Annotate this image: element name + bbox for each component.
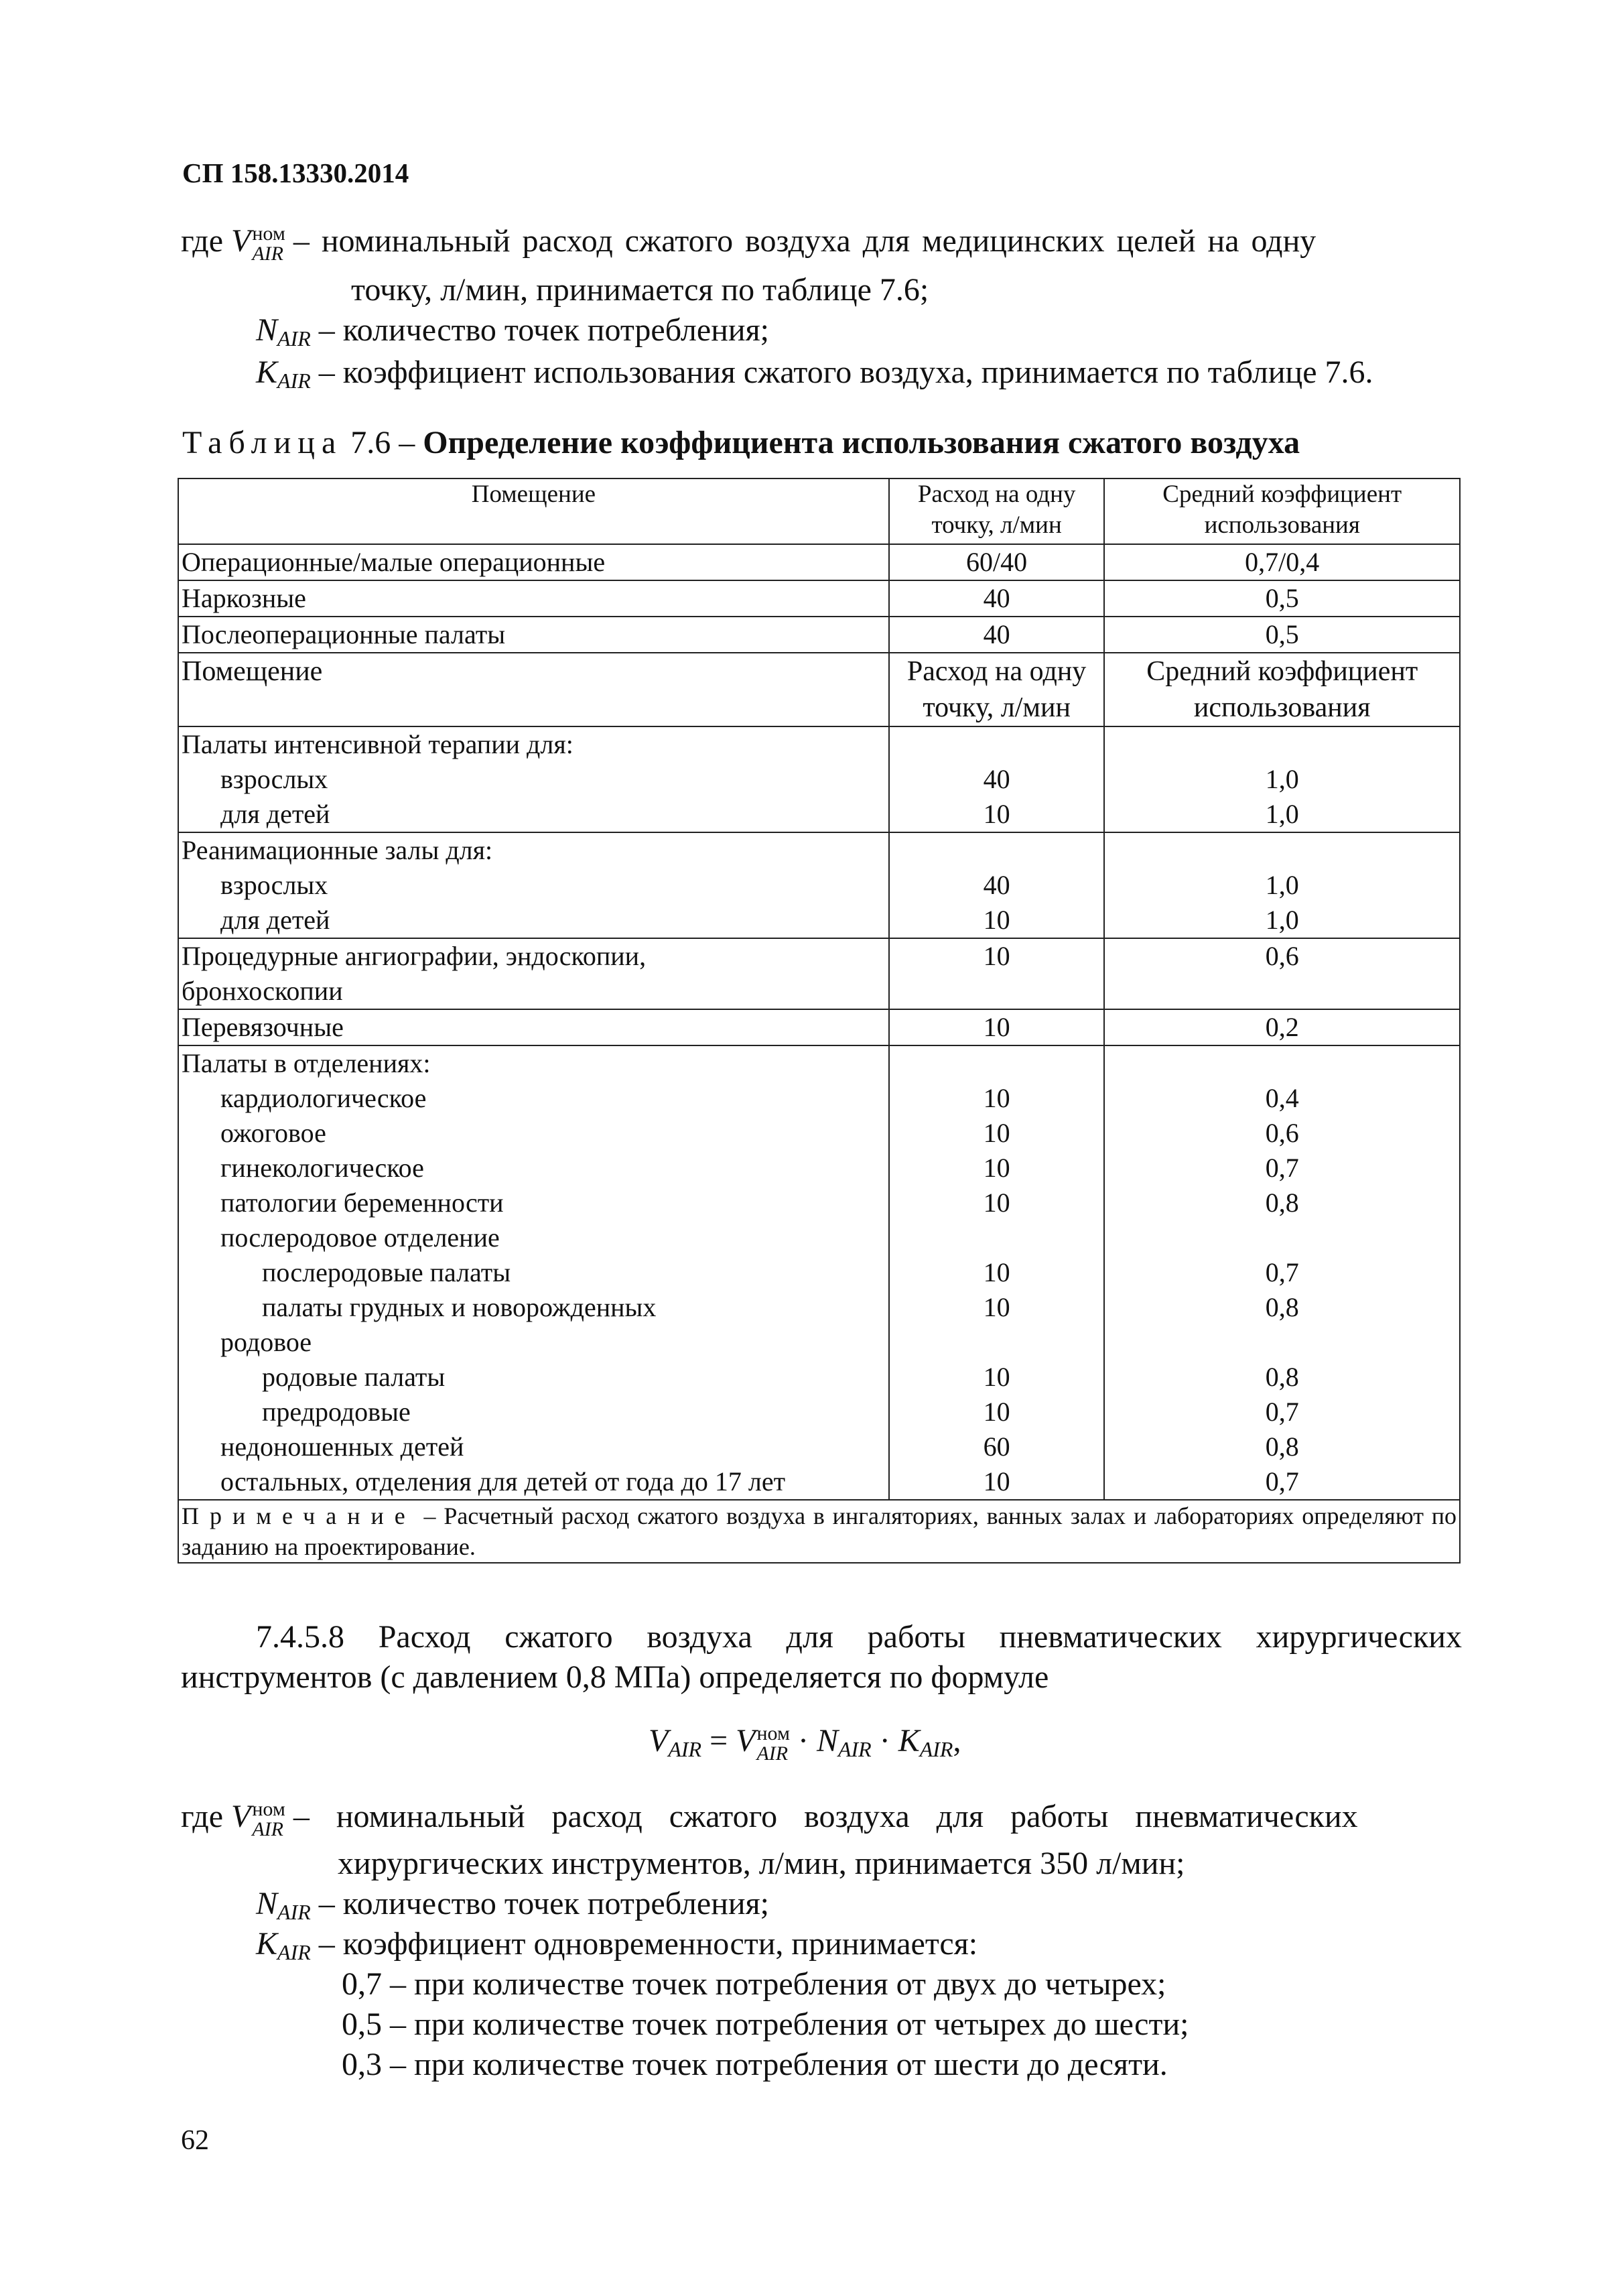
where1-k-line — [256, 354, 1373, 393]
cell-room — [178, 726, 889, 832]
where-word: где — [181, 1799, 224, 1834]
ward-name: родовое — [220, 1327, 312, 1357]
table-row — [178, 580, 1460, 617]
ward-coef: 0,7 — [1265, 1257, 1299, 1287]
ward-name: палаты грудных и новорожденных — [262, 1292, 657, 1322]
formula-dot: · — [797, 1723, 809, 1759]
paragraph-line2: инструментов (с давлением 0,8 МПа) определяется по формуле — [181, 1659, 1049, 1695]
resus-child-flow: 10 — [983, 905, 1010, 935]
ward-flow: 10 — [983, 1118, 1010, 1148]
icu-adult: взрослых — [220, 764, 328, 794]
k-sub: AIR — [277, 369, 311, 393]
ward-coef: 0,7 — [1265, 1397, 1299, 1427]
where1-line1 — [181, 222, 1462, 264]
ward-flow — [892, 1325, 1101, 1360]
formula-k-sub: AIR — [919, 1737, 953, 1761]
cell-flow — [889, 1045, 1105, 1500]
ward-name: предродовые — [262, 1397, 411, 1427]
where2-n-line — [256, 1885, 769, 1925]
v-indices — [252, 1799, 285, 1840]
document-code: СП 158.13330.2014 — [182, 157, 409, 188]
where2-line2: хирургических инструментов, л/мин, принимается 350 л/мин; — [338, 1846, 1185, 1881]
ward-flow: 10 — [983, 1153, 1010, 1183]
ward-flow: 10 — [983, 1083, 1010, 1113]
ward-flow: 10 — [983, 1466, 1010, 1496]
table-caption — [182, 424, 1300, 461]
header-flow-repeat: Расход на одну точку, л/мин — [889, 653, 1105, 726]
where2-line1 — [181, 1798, 1462, 1840]
v-symbol: V — [231, 1799, 251, 1834]
table-row-icu — [178, 726, 1460, 832]
v-definition: – номинальный расход сжатого воздуха для медицинских целей на одну — [293, 223, 1316, 259]
cell-room: Перевязочные — [178, 1009, 889, 1045]
ward-name: послеродовые палаты — [262, 1257, 511, 1287]
n-sub: AIR — [277, 1900, 311, 1924]
ward-coef — [1107, 1220, 1457, 1255]
ward-coef — [1107, 1325, 1457, 1360]
v-sup: ном — [252, 222, 285, 245]
n-symbol: N — [256, 312, 278, 348]
formula — [649, 1722, 961, 1764]
wards-title: Палаты в отделениях: — [182, 1048, 431, 1078]
cell-flow: 10 — [889, 938, 1105, 1009]
ward-flow — [892, 1220, 1101, 1255]
v-symbol: V — [231, 223, 251, 259]
ward-name: кардиологическое — [220, 1083, 427, 1113]
cell-flow: 40 — [889, 580, 1105, 617]
ward-name: послеродовое отделение — [220, 1222, 500, 1253]
cell-flow: 60/40 — [889, 544, 1105, 580]
icu-child-coef: 1,0 — [1265, 799, 1299, 829]
formula-dot: · — [879, 1723, 890, 1759]
note-text: – Расчетный расход сжатого воздуха в ингаляториях, ванных залах и лабораториях определяют по заданию на проектирование. — [182, 1503, 1457, 1560]
cell-room: Операционные/малые операционные — [178, 544, 889, 580]
k-symbol: K — [256, 355, 278, 390]
cell-room: Наркозные — [178, 580, 889, 617]
k-symbol: K — [256, 1926, 278, 1962]
note-label: Примечание — [182, 1503, 416, 1529]
table-row-resus — [178, 832, 1460, 938]
paragraph-line1 — [256, 1618, 1462, 1655]
formula-v2-sub: AIR — [756, 1742, 789, 1765]
where1-n-line — [256, 312, 769, 351]
formula-k: K — [898, 1723, 920, 1759]
cell-coef: 0,5 — [1104, 617, 1460, 653]
cell-coef: 0,7/0,4 — [1104, 544, 1460, 580]
cell-room — [178, 832, 889, 938]
cell-coef: 0,2 — [1104, 1009, 1460, 1045]
n-sub: AIR — [277, 326, 311, 350]
table-row-wards — [178, 1045, 1460, 1500]
formula-v2-indices — [756, 1724, 789, 1764]
formula-v-sub: AIR — [668, 1737, 702, 1761]
n-definition: – количество точек потребления; — [318, 1886, 769, 1921]
ward-name: гинекологическое — [220, 1153, 424, 1183]
caption-title: Определение коэффициента использования сжатого воздуха — [423, 425, 1300, 460]
header-room-repeat: Помещение — [178, 653, 889, 726]
cell-flow: 10 — [889, 1009, 1105, 1045]
k-definition: – коэффициент одновременности, принимается: — [318, 1926, 978, 1962]
caption-number: 7.6 – — [350, 425, 415, 460]
formula-equals: = — [709, 1723, 728, 1759]
resus-child: для детей — [220, 905, 330, 935]
ward-coef: 0,7 — [1265, 1153, 1299, 1183]
cell-coef — [1104, 726, 1460, 832]
proc-line2: бронхоскопии — [182, 976, 343, 1006]
option-3: 0,3 – при количестве точек потребления от шести до десяти. — [342, 2047, 1168, 2082]
k-definition: – коэффициент использования сжатого воздуха, принимается по таблице 7.6. — [318, 355, 1373, 390]
ward-flow: 10 — [983, 1362, 1010, 1392]
caption-prefix: Таблица — [182, 425, 343, 460]
table-header-row — [178, 479, 1460, 544]
resus-adult-flow: 40 — [983, 870, 1010, 900]
header-room: Помещение — [178, 479, 889, 544]
v-sup: ном — [252, 1797, 285, 1820]
cell-room: Послеоперационные палаты — [178, 617, 889, 653]
cell-coef — [1104, 1045, 1460, 1500]
v-sub: AIR — [252, 1817, 283, 1840]
formula-v2-sup: ном — [756, 1722, 790, 1744]
table-note-row — [178, 1500, 1460, 1563]
ward-coef: 0,7 — [1265, 1466, 1299, 1496]
ward-name: остальных, отделения для детей от года до 17 лет — [220, 1466, 786, 1496]
ward-name: родовые палаты — [262, 1362, 446, 1392]
cell-coef: 0,5 — [1104, 580, 1460, 617]
formula-comma: , — [953, 1723, 961, 1759]
ward-flow: 10 — [983, 1397, 1010, 1427]
table-row — [178, 544, 1460, 580]
icu-child: для детей — [220, 799, 330, 829]
formula-n: N — [816, 1723, 838, 1759]
ward-name: патологии беременности — [220, 1188, 504, 1218]
page-number: 62 — [181, 2125, 209, 2156]
option-2: 0,5 – при количестве точек потребления от четырех до шести; — [342, 2006, 1189, 2042]
ward-coef: 0,4 — [1265, 1083, 1299, 1113]
table-header-row-repeat — [178, 653, 1460, 726]
ward-coef: 0,6 — [1265, 1118, 1299, 1148]
cell-flow: 40 — [889, 617, 1105, 653]
where2-k-line — [256, 1925, 977, 1965]
where-word: где — [181, 223, 224, 259]
n-definition: – количество точек потребления; — [318, 312, 769, 348]
ward-name: ожоговое — [220, 1118, 326, 1148]
table-row-dressing — [178, 1009, 1460, 1045]
cell-coef — [1104, 832, 1460, 938]
ward-coef: 0,8 — [1265, 1188, 1299, 1218]
formula-v: V — [649, 1723, 669, 1759]
cell-room — [178, 1045, 889, 1500]
formula-n-sub: AIR — [837, 1737, 872, 1761]
resus-adult: взрослых — [220, 870, 328, 900]
header-flow: Расход на одну точку, л/мин — [889, 479, 1105, 544]
ward-flow: 10 — [983, 1292, 1010, 1322]
icu-adult-coef: 1,0 — [1265, 764, 1299, 794]
header-coef: Средний коэффициент использования — [1104, 479, 1460, 544]
paragraph-number: 7.4.5.8 — [256, 1619, 344, 1655]
ward-name: недоношенных детей — [220, 1431, 464, 1462]
formula-v2: V — [736, 1723, 756, 1759]
ward-coef: 0,8 — [1265, 1362, 1299, 1392]
cell-coef: 0,6 — [1104, 938, 1460, 1009]
cell-room — [178, 938, 889, 1009]
n-symbol: N — [256, 1886, 278, 1921]
air-usage-table — [178, 478, 1461, 1564]
where1-line2: точку, л/мин, принимается по таблице 7.6; — [351, 272, 929, 308]
v-sub: AIR — [252, 242, 283, 265]
v-indices — [252, 224, 285, 264]
icu-adult-flow: 40 — [983, 764, 1010, 794]
resus-child-coef: 1,0 — [1265, 905, 1299, 935]
paragraph-text1: Расход сжатого воздуха для работы пневматических хирургических — [378, 1619, 1462, 1655]
icu-title: Палаты интенсивной терапии для: — [182, 729, 573, 759]
cell-flow — [889, 726, 1105, 832]
k-sub: AIR — [277, 1940, 311, 1964]
option-1: 0,7 – при количестве точек потребления от двух до четырех; — [342, 1966, 1166, 2002]
resus-adult-coef: 1,0 — [1265, 870, 1299, 900]
ward-coef: 0,8 — [1265, 1431, 1299, 1462]
table-note — [178, 1500, 1460, 1563]
proc-line1: Процедурные ангиографии, эндоскопии, — [182, 941, 647, 971]
table-row-procedures — [178, 938, 1460, 1009]
cell-flow — [889, 832, 1105, 938]
ward-flow: 60 — [983, 1431, 1010, 1462]
icu-child-flow: 10 — [983, 799, 1010, 829]
resus-title: Реанимационные залы для: — [182, 835, 493, 865]
table-row — [178, 617, 1460, 653]
header-coef-repeat: Средний коэффициент использования — [1104, 653, 1460, 726]
ward-flow: 10 — [983, 1188, 1010, 1218]
ward-coef: 0,8 — [1265, 1292, 1299, 1322]
v-definition: – номинальный расход сжатого воздуха для работы пневматических — [293, 1799, 1358, 1834]
ward-flow: 10 — [983, 1257, 1010, 1287]
